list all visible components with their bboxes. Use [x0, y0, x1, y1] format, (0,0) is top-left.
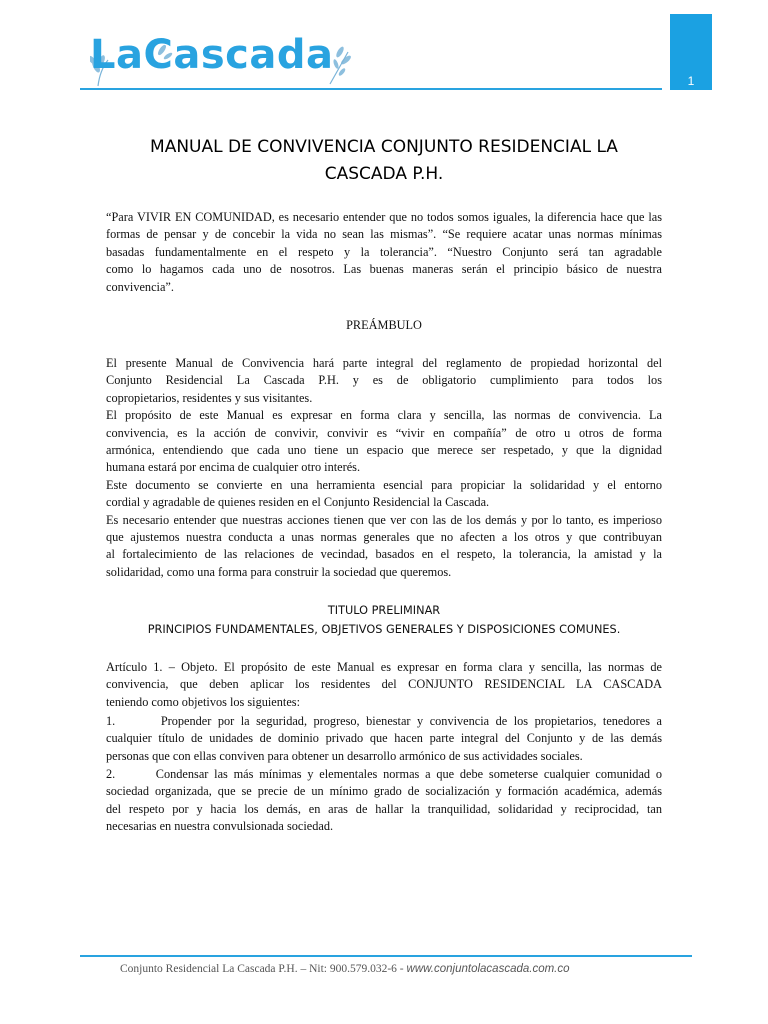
text-line: copropietarios, residentes y sus visitantes.	[106, 390, 313, 405]
document-title-line-1: MANUAL DE CONVIVENCIA CONJUNTO RESIDENCIAL LA	[150, 137, 618, 157]
footer-website-link[interactable]: www.conjuntolacascada.com.co	[406, 963, 570, 975]
text-line: como lo hagamos cada uno de nosotros. Las buenas maneras serán el principio básico de nuestra	[106, 262, 662, 277]
intro-paragraph	[106, 209, 662, 296]
text-line: convivencia, que deben aplicar los residentes del CONJUNTO RESIDENCIAL LA CASCADA	[106, 677, 662, 692]
titulo-preliminar-heading: TITULO PRELIMINAR	[327, 604, 441, 617]
text-line: El propósito de este Manual es expresar en forma clara y sencilla, las normas de convivencia. La	[106, 408, 662, 423]
logo	[90, 30, 360, 88]
text-line: que ajustemos nuestra conducta a unas normas generales que no afecten a los otros y que contribuyan	[106, 530, 662, 545]
text-line: convivencia, es la acción de convivir, convivir es “vivir en compañía” de otro u otros de forma	[106, 425, 662, 440]
text-line: al fortalecimiento de las relaciones de vecindad, basados en el respeto, la tolerancia, la amistad y la	[106, 547, 662, 562]
item-text: Propender por la seguridad, progreso, bienestar y convivencia de los propietarios, tenedores a	[160, 714, 662, 728]
text-line: Artículo 1. – Objeto. El propósito de este Manual es expresar en forma clara y sencilla, las normas de	[106, 660, 662, 674]
text-line: solidaridad, como una forma para construir la sociedad que queremos.	[106, 564, 452, 579]
text-line: personas que con ellas conviven para obtener un desarrollo armónico de sus actividades sociales.	[106, 748, 583, 763]
text-line: El presente Manual de Convivencia hará parte integral del reglamento de propiedad horizontal del	[106, 356, 662, 370]
text-line: Este documento se convierte en una herramienta esencial para propiciar la solidaridad y el entorno	[106, 477, 662, 492]
logo-text: LaCascada	[90, 32, 334, 78]
text-line: “Para VIVIR EN COMUNIDAD, es necesario entender que no todos somos iguales, la diferencia hace que las	[106, 210, 662, 224]
text-line: teniendo como objetivos los siguientes:	[106, 694, 300, 709]
text-line: necesarias en nuestra convulsionada sociedad.	[106, 819, 334, 834]
preambulo-heading: PREÁMBULO	[346, 318, 422, 332]
text-line: convivencia”.	[106, 279, 174, 294]
footer-divider	[80, 955, 692, 957]
document-title-line-2: CASCADA P.H.	[324, 164, 444, 184]
text-line: cualquier título de unidades de dominio privado que hacen parte integral del Conjunto y de las demás	[106, 731, 662, 746]
objective-item-2	[106, 766, 662, 836]
principios-heading: PRINCIPIOS FUNDAMENTALES, OBJETIVOS GENERALES Y DISPOSICIONES COMUNES.	[147, 623, 621, 636]
text-line	[106, 766, 662, 783]
text-line: basadas fundamentalmente en el respeto y la tolerancia”. “Nuestro Conjunto será tan agradable	[106, 244, 662, 259]
articulo-1-paragraph	[106, 659, 662, 711]
preambulo-paragraph	[106, 355, 662, 581]
footer	[120, 963, 570, 975]
objective-item-1	[106, 713, 662, 765]
footer-org: Conjunto Residencial La Cascada P.H. – Nit: 900.579.032-6 -	[120, 963, 404, 975]
item-text: Condensar las más mínimas y elementales normas a que debe someterse cualquier comunidad o	[155, 767, 662, 781]
item-number: 2.	[106, 767, 116, 781]
text-line: del respeto por y hacia los demás, en aras de hallar la tranquilidad, solidaridad y reciprocidad, tan	[106, 801, 662, 816]
header-divider	[80, 88, 662, 90]
item-number: 1.	[106, 714, 116, 728]
page-number: 1	[687, 74, 695, 88]
text-line: Conjunto Residencial La Cascada P.H. y es de obligatorio cumplimiento para todos los	[106, 373, 662, 388]
text-line	[106, 713, 662, 730]
page-number-tab	[670, 14, 712, 90]
text-line: Es necesario entender que nuestras acciones tienen que ver con las de los demás y por lo tanto, es imperioso	[106, 512, 662, 527]
text-line: humana estará por encima de cualquier otro interés.	[106, 460, 361, 475]
text-line: armónica, entendiendo que cada uno tiene un espacio que merece ser respetado, y que la dignidad	[106, 443, 662, 458]
text-line: cordial y agradable de quienes residen en el Conjunto Residencial la Cascada.	[106, 495, 490, 510]
text-line: formas de pensar y de concebir la vida no sean las mismas”. “Se requiere acatar unas normas mínimas	[106, 227, 662, 242]
text-line: sociedad organizada, que se precie de un mínimo grado de socialización y formación académica, además	[106, 784, 662, 799]
